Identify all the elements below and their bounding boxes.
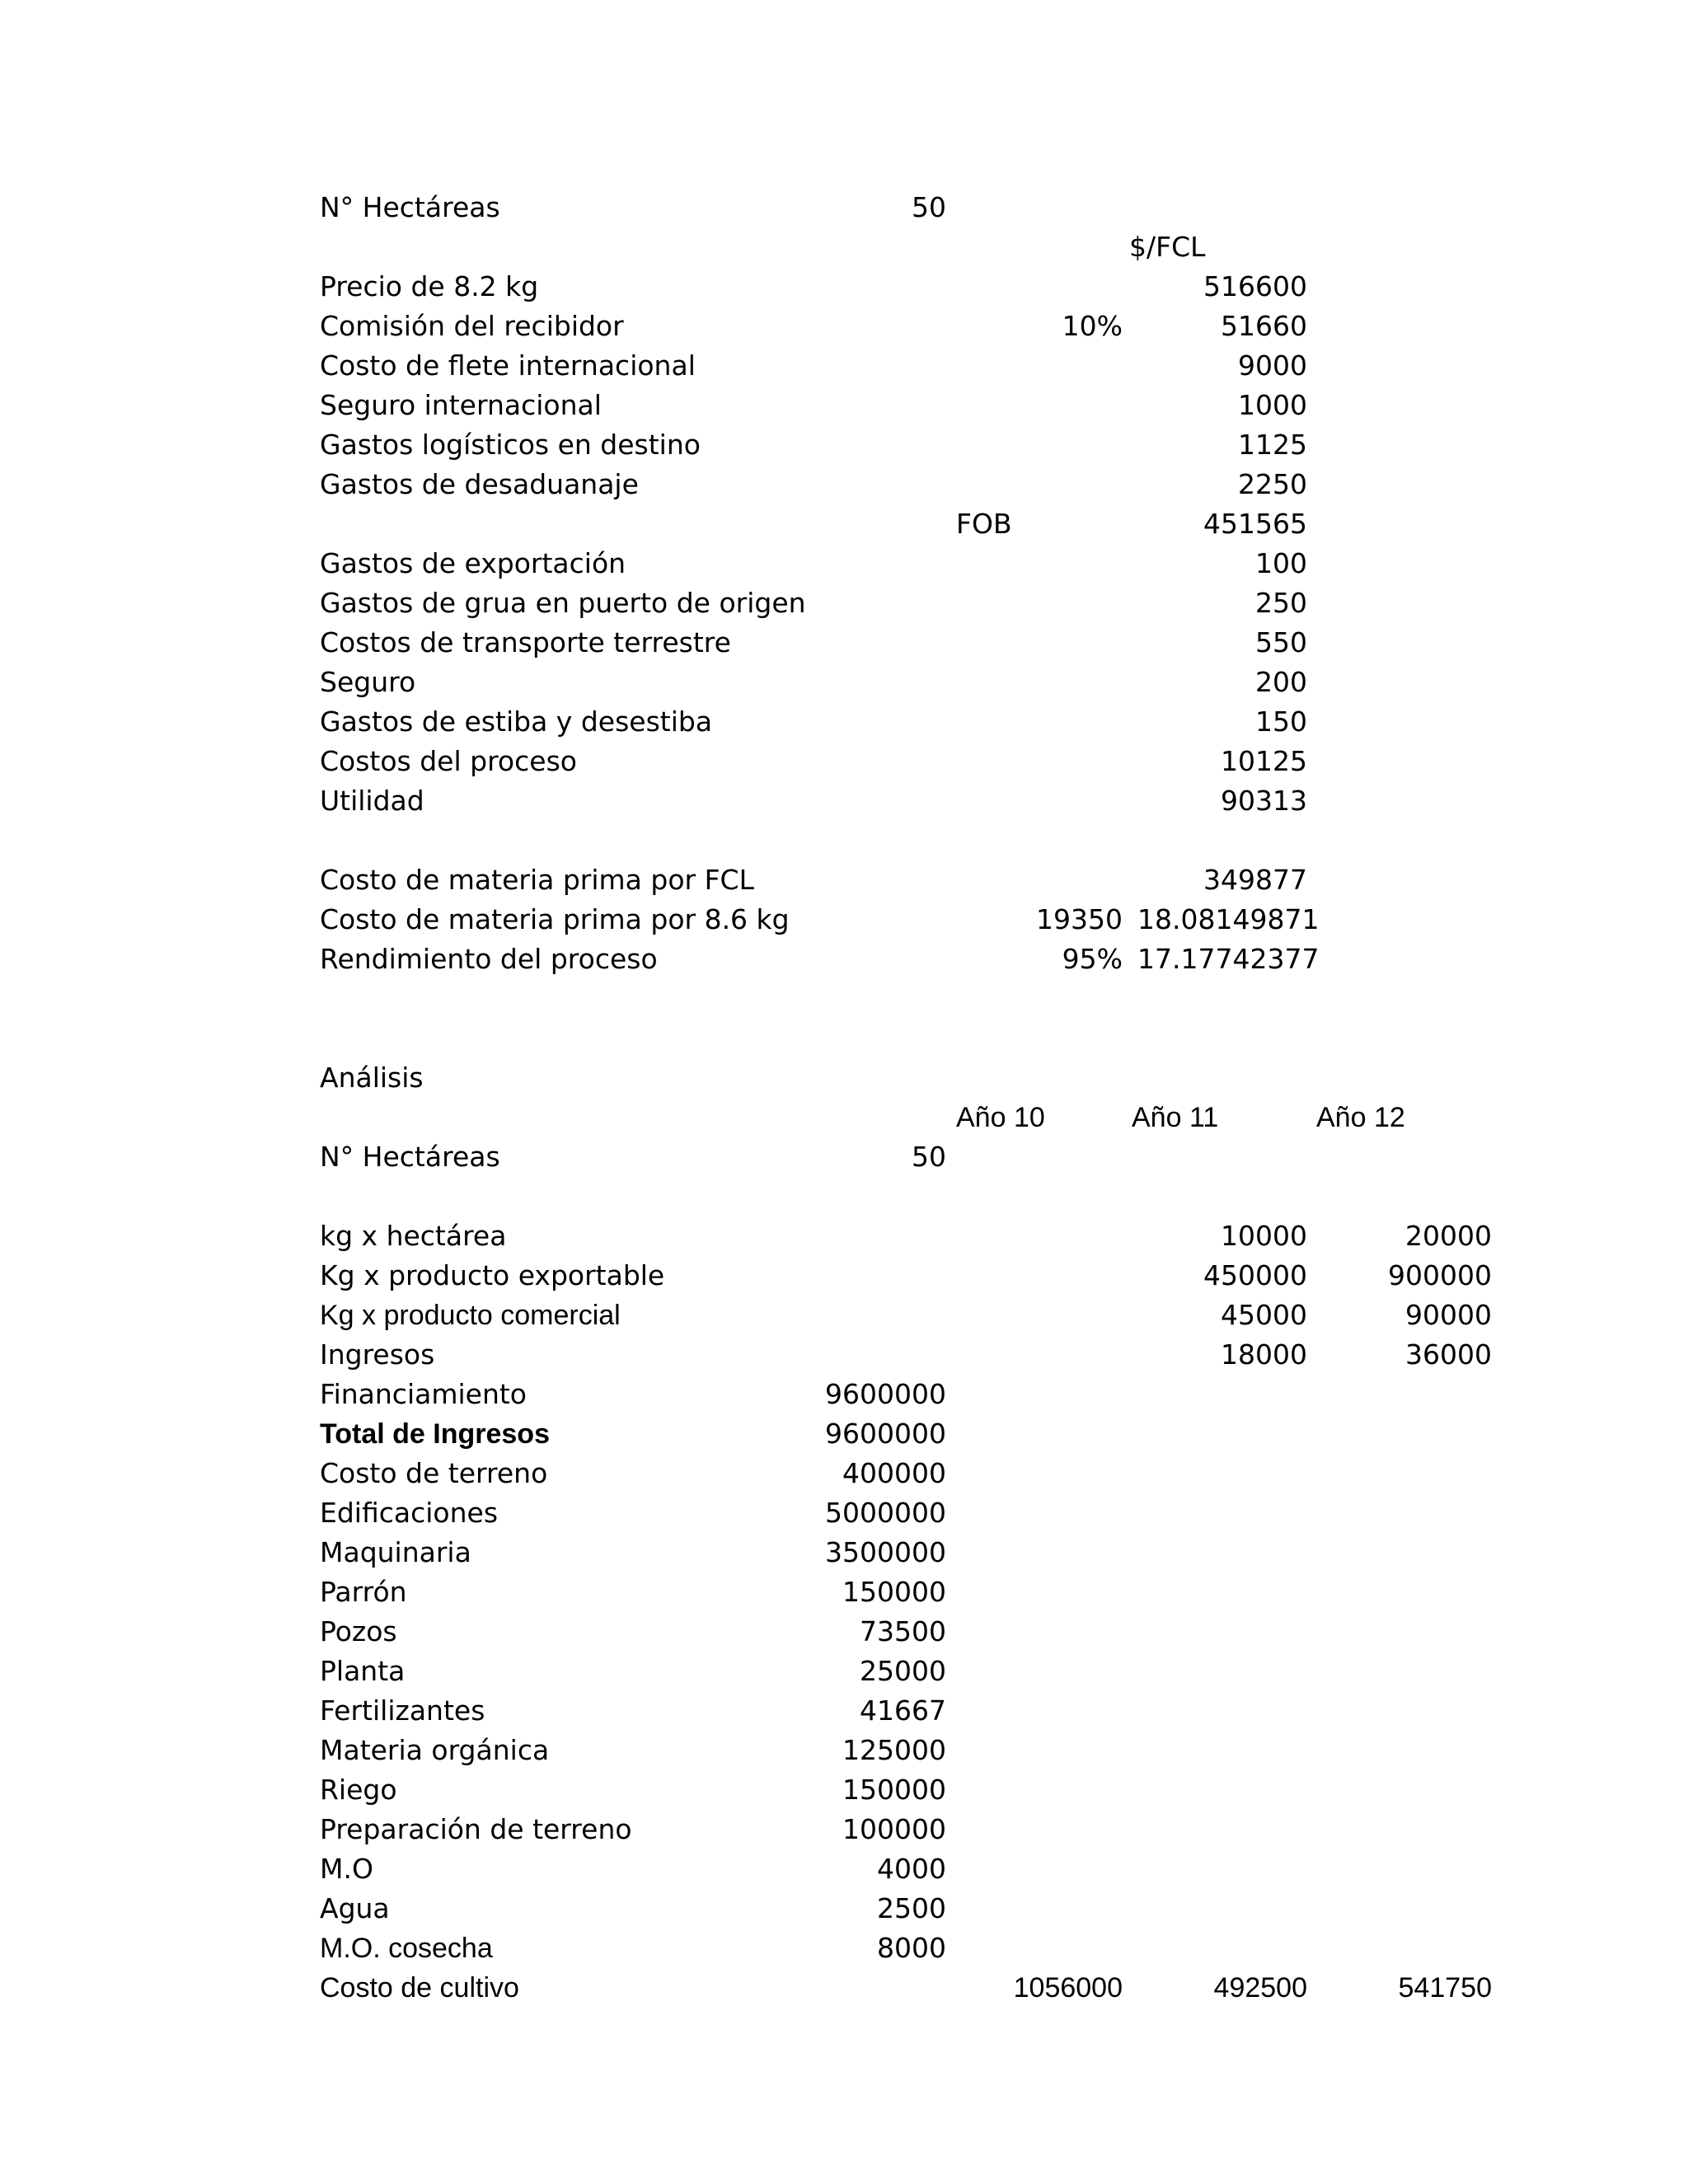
yield-label: Ingresos (320, 1338, 435, 1371)
cost-label: Materia orgánica (320, 1734, 550, 1766)
cost-value: 125000 (842, 1734, 946, 1766)
row-value: 250 (1255, 587, 1307, 619)
total-ingresos-value: 9600000 (825, 1418, 946, 1450)
yield-year12: 900000 (1388, 1259, 1492, 1291)
cost-value: 4000 (877, 1853, 946, 1885)
cost-value: 41667 (860, 1694, 946, 1727)
cost-label: Financiamiento (320, 1378, 527, 1410)
cost-label: Preparación de terreno (320, 1813, 632, 1845)
cost-label: Riego (320, 1774, 397, 1806)
row-value: 349877 (1203, 864, 1307, 896)
row-label: Costos de transporte terrestre (320, 626, 731, 658)
yield-year12: 20000 (1405, 1220, 1492, 1252)
yield-year11: 450000 (1203, 1259, 1307, 1291)
cost-label: M.O (320, 1853, 373, 1885)
yield-year11: 45000 (1221, 1299, 1307, 1331)
row-mid-value: 19350 (1036, 903, 1123, 935)
yield-label: Kg x producto exportable (320, 1259, 665, 1291)
cost-value: 150000 (842, 1576, 946, 1608)
row-label: Gastos de desaduanaje (320, 468, 639, 500)
row-value: 2250 (1238, 468, 1307, 500)
yield-label: Kg x producto comercial (320, 1300, 621, 1331)
row-label: Seguro (320, 666, 416, 698)
row-percent: 10% (1062, 310, 1123, 342)
row-value: 90313 (1221, 785, 1307, 817)
costo-cultivo-year12: 541750 (1398, 1972, 1492, 2004)
row-label: Comisión del recibidor (320, 310, 624, 342)
year-header: Año 10 (956, 1102, 1045, 1133)
row-value: 150 (1255, 705, 1307, 738)
hectareas-value: 50 (912, 1141, 946, 1173)
row-label: Utilidad (320, 785, 424, 817)
row-value: 550 (1255, 626, 1307, 658)
hectareas-label: N° Hectáreas (320, 1141, 500, 1173)
row-label: Gastos de grua en puerto de origen (320, 587, 806, 619)
row-label: Gastos de estiba y desestiba (320, 705, 713, 738)
cost-value: 9600000 (825, 1378, 946, 1410)
cost-value: 5000000 (825, 1497, 946, 1529)
row-value: 9000 (1238, 349, 1307, 382)
cost-label: Maquinaria (320, 1536, 471, 1568)
row-value: 516600 (1203, 270, 1307, 302)
cost-value: 2500 (877, 1892, 946, 1924)
row-label: Costo de flete internacional (320, 349, 696, 382)
yield-label: kg x hectárea (320, 1220, 507, 1252)
cost-value: 25000 (860, 1655, 946, 1687)
row-label: Rendimiento del proceso (320, 943, 658, 975)
cost-label: Parrón (320, 1576, 407, 1608)
costo-cultivo-year11: 492500 (1213, 1972, 1307, 2004)
cost-value: 150000 (842, 1774, 946, 1806)
cost-label: Costo de terreno (320, 1457, 548, 1489)
row-value: 100 (1255, 547, 1307, 579)
cost-label: Fertilizantes (320, 1694, 485, 1727)
cost-label: Pozos (320, 1615, 397, 1647)
hectareas-value: 50 (912, 191, 946, 223)
cost-value: 73500 (860, 1615, 946, 1647)
yield-year11: 18000 (1221, 1338, 1307, 1371)
cost-label: Edificaciones (320, 1497, 499, 1529)
cost-label: M.O. cosecha (320, 1933, 493, 1964)
row-value: 200 (1255, 666, 1307, 698)
cost-value: 3500000 (825, 1536, 946, 1568)
row-label: Costos del proceso (320, 745, 577, 777)
row-label: Gastos de exportación (320, 547, 626, 579)
row-mid-value: 95% (1062, 943, 1123, 975)
analysis-title: Análisis (320, 1062, 424, 1094)
costo-cultivo-label: Costo de cultivo (320, 1972, 519, 2004)
cost-value: 400000 (842, 1457, 946, 1489)
row-label: Precio de 8.2 kg (320, 270, 539, 302)
row-value: 1125 (1238, 429, 1307, 461)
cost-label: Planta (320, 1655, 406, 1687)
fob-value: 451565 (1203, 508, 1307, 540)
yield-year12: 36000 (1405, 1338, 1492, 1371)
yield-year12: 90000 (1405, 1299, 1492, 1331)
year-header: Año 11 (1132, 1102, 1219, 1133)
row-value: 18.08149871 (1137, 903, 1320, 935)
row-value: 51660 (1221, 310, 1307, 342)
row-label: Seguro internacional (320, 389, 602, 421)
unit-header: $/FCL (1129, 231, 1206, 263)
row-label: Costo de materia prima por FCL (320, 864, 754, 896)
row-label: Costo de materia prima por 8.6 kg (320, 903, 790, 935)
row-value: 1000 (1238, 389, 1307, 421)
row-value: 10125 (1221, 745, 1307, 777)
row-value: 17.17742377 (1137, 943, 1320, 975)
total-ingresos-label: Total de Ingresos (320, 1418, 550, 1450)
yield-year11: 10000 (1221, 1220, 1307, 1252)
cost-label: Agua (320, 1892, 390, 1924)
costo-cultivo-year10: 1056000 (1013, 1972, 1123, 2004)
fob-label: FOB (956, 508, 1012, 540)
cost-value: 8000 (877, 1932, 946, 1964)
hectareas-label: N° Hectáreas (320, 191, 500, 223)
cost-value: 100000 (842, 1813, 946, 1845)
row-label: Gastos logísticos en destino (320, 429, 701, 461)
year-header: Año 12 (1316, 1102, 1405, 1133)
